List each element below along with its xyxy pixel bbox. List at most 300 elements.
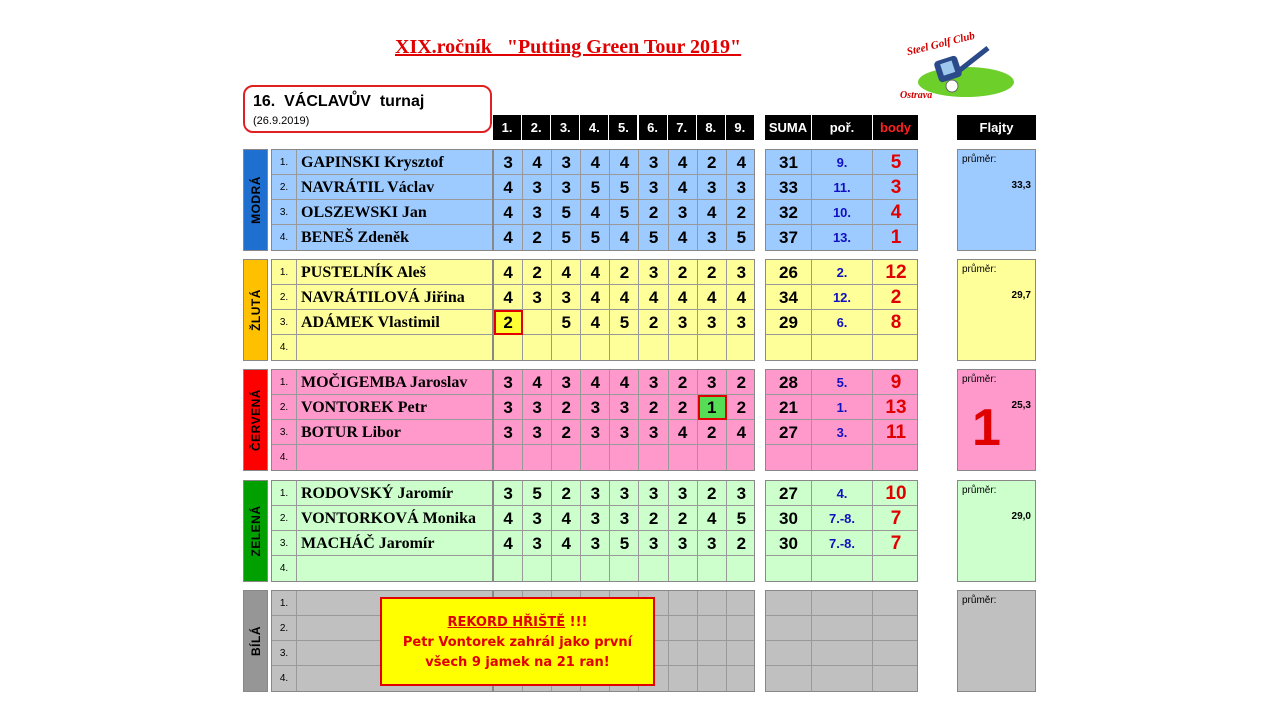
hole-score-3: 2 xyxy=(552,395,581,420)
points: 2 xyxy=(890,287,902,308)
hole-score-1: 3 xyxy=(494,150,523,175)
table-row xyxy=(272,175,492,200)
points: 7 xyxy=(890,533,902,554)
player-name: OLSZEWSKI Jan xyxy=(301,204,427,221)
total-score: 34 xyxy=(766,285,812,310)
hole-score-9: 3 xyxy=(736,263,747,282)
player-name: VONTORKOVÁ Monika xyxy=(301,510,476,527)
hole-score-2: 3 xyxy=(523,285,552,310)
row-index: 2. xyxy=(272,175,297,200)
rank xyxy=(812,445,873,470)
result-row xyxy=(766,150,917,175)
hole-score-1: 3 xyxy=(494,481,523,506)
points xyxy=(873,335,919,360)
points xyxy=(873,616,919,641)
hole-score-8: 2 xyxy=(698,420,727,445)
hole-score-6: 2 xyxy=(640,200,669,225)
group-0 xyxy=(243,149,1036,251)
hole-score-6: 3 xyxy=(640,481,669,506)
points: 11 xyxy=(885,422,907,443)
header-hole-2: 2. xyxy=(522,115,550,140)
hole-score-3: 5 xyxy=(552,310,581,335)
rank xyxy=(812,556,873,581)
event-name: 16. VÁCLAVŮV turnaj xyxy=(253,93,425,110)
hole-score-8 xyxy=(698,666,727,691)
hole-score-4 xyxy=(581,556,610,581)
row-index: 4. xyxy=(272,335,297,360)
hole-score-8: 2 xyxy=(698,260,727,285)
row-index: 3. xyxy=(272,310,297,335)
rank xyxy=(812,591,873,616)
total-score: 21 xyxy=(766,395,812,420)
hole-score-8: 2 xyxy=(698,150,727,175)
flight-box xyxy=(957,590,1036,692)
total-score xyxy=(766,591,812,616)
hole-scores xyxy=(493,369,755,471)
hole-score-2: 4 xyxy=(523,370,552,395)
flight-winner: 1 xyxy=(972,399,1001,457)
hole-score-6: 3 xyxy=(640,260,669,285)
average-label: průměr: xyxy=(962,154,997,165)
group-color-strip xyxy=(243,369,268,471)
hole-score-4: 5 xyxy=(581,225,610,250)
hole-score-7: 3 xyxy=(669,310,698,335)
total-score xyxy=(766,641,812,666)
hole-score-9 xyxy=(727,445,756,470)
hole-score-7 xyxy=(669,445,698,470)
hole-score-6: 2 xyxy=(640,395,669,420)
player-names xyxy=(271,149,493,251)
hole-score-3: 5 xyxy=(552,225,581,250)
hole-score-5: 5 xyxy=(610,310,639,335)
hole-score-9 xyxy=(727,556,756,581)
average-label: průměr: xyxy=(962,485,997,496)
row-index: 1. xyxy=(272,260,297,285)
hole-score-9: 2 xyxy=(736,534,747,553)
result-row xyxy=(766,200,917,225)
results xyxy=(765,259,918,361)
header-points: body xyxy=(873,115,918,140)
rank: 11. xyxy=(812,175,873,200)
player-name: BENEŠ Zdeněk xyxy=(301,229,410,246)
group-3 xyxy=(243,480,1036,582)
hole-score-7 xyxy=(669,335,698,360)
hole-score-7: 4 xyxy=(669,285,698,310)
hole-score-2: 4 xyxy=(523,150,552,175)
header-hole-6: 6. xyxy=(639,115,667,140)
header-hole-8: 8. xyxy=(697,115,725,140)
total-score: 31 xyxy=(766,150,812,175)
rank: 9. xyxy=(812,150,873,175)
row-index: 3. xyxy=(272,420,297,445)
hole-score-2: 3 xyxy=(523,175,552,200)
hole-score-2: 3 xyxy=(523,531,552,556)
group-label: ZELENÁ xyxy=(248,505,263,557)
result-row xyxy=(766,395,917,420)
hole-score-6: 3 xyxy=(640,370,669,395)
result-row xyxy=(766,506,917,531)
result-row xyxy=(766,666,917,691)
score-row xyxy=(494,335,754,360)
hole-score-4: 3 xyxy=(581,506,610,531)
hole-score-5 xyxy=(610,556,639,581)
points: 7 xyxy=(890,508,902,529)
row-index: 2. xyxy=(272,616,297,641)
row-index: 4. xyxy=(272,225,297,250)
hole-score-8 xyxy=(698,335,727,360)
average-value: 25,3 xyxy=(1011,400,1031,411)
hole-score-1: 4 xyxy=(494,260,523,285)
score-row xyxy=(494,370,754,395)
hole-score-5: 4 xyxy=(610,285,639,310)
hole-score-9: 2 xyxy=(736,373,747,392)
hole-scores xyxy=(493,480,755,582)
hole-score-3: 4 xyxy=(552,531,581,556)
hole-score-7: 2 xyxy=(669,260,698,285)
score-row xyxy=(494,481,754,506)
points: 4 xyxy=(890,202,902,223)
hole-score-9: 2 xyxy=(736,398,747,417)
hole-score-7 xyxy=(669,591,698,616)
hole-score-4: 3 xyxy=(581,395,610,420)
score-row xyxy=(494,445,754,470)
record-line-3: všech 9 jamek na 21 ran! xyxy=(425,655,610,670)
score-row xyxy=(494,531,754,556)
row-index: 2. xyxy=(272,285,297,310)
header-hole-3: 3. xyxy=(551,115,579,140)
hole-score-3: 3 xyxy=(552,285,581,310)
rank xyxy=(812,616,873,641)
row-index: 4. xyxy=(272,445,297,470)
score-row xyxy=(494,310,754,335)
rank xyxy=(812,666,873,691)
total-score: 28 xyxy=(766,370,812,395)
rank: 1. xyxy=(812,395,873,420)
rank: 6. xyxy=(812,310,873,335)
total-score: 27 xyxy=(766,481,812,506)
hole-score-8: 3 xyxy=(698,175,727,200)
hole-score-3: 3 xyxy=(552,370,581,395)
points: 1 xyxy=(890,227,902,248)
row-index: 1. xyxy=(272,150,297,175)
hole-score-7: 4 xyxy=(669,150,698,175)
hole-score-4: 4 xyxy=(581,260,610,285)
hole-score-5: 5 xyxy=(610,175,639,200)
result-row xyxy=(766,616,917,641)
hole-score-1 xyxy=(494,335,523,360)
hole-score-6 xyxy=(640,335,669,360)
result-row xyxy=(766,556,917,581)
flight-box xyxy=(957,149,1036,251)
hole-score-7: 3 xyxy=(669,531,698,556)
hole-score-3: 2 xyxy=(552,420,581,445)
header-hole-4: 4. xyxy=(580,115,608,140)
result-row xyxy=(766,225,917,250)
group-color-strip xyxy=(243,149,268,251)
average-value: 29,7 xyxy=(1011,290,1031,301)
hole-score-8: 2 xyxy=(698,481,727,506)
hole-score-1 xyxy=(494,445,523,470)
hole-score-9: 4 xyxy=(736,288,747,307)
hole-score-9 xyxy=(727,591,756,616)
result-row xyxy=(766,481,917,506)
rank xyxy=(812,641,873,666)
points xyxy=(873,641,919,666)
hole-score-8: 3 xyxy=(698,225,727,250)
score-row xyxy=(494,150,754,175)
results xyxy=(765,590,918,692)
event-box xyxy=(243,85,492,133)
rank: 4. xyxy=(812,481,873,506)
hole-score-8 xyxy=(698,641,727,666)
rank: 3. xyxy=(812,420,873,445)
hole-score-3: 5 xyxy=(552,200,581,225)
table-row xyxy=(272,531,492,556)
result-row xyxy=(766,591,917,616)
rank: 12. xyxy=(812,285,873,310)
total-score: 30 xyxy=(766,531,812,556)
table-row xyxy=(272,445,492,470)
hole-score-6: 5 xyxy=(640,225,669,250)
hole-score-6: 3 xyxy=(640,531,669,556)
average-value: 33,3 xyxy=(1011,180,1031,191)
hole-score-5: 5 xyxy=(610,200,639,225)
total-score: 30 xyxy=(766,506,812,531)
hole-score-3 xyxy=(552,556,581,581)
row-index: 1. xyxy=(272,370,297,395)
table-row xyxy=(272,285,492,310)
hole-score-6 xyxy=(640,445,669,470)
total-score: 33 xyxy=(766,175,812,200)
hole-score-1: 3 xyxy=(494,370,523,395)
hole-score-9 xyxy=(727,666,756,691)
group-color-strip xyxy=(243,590,268,692)
hole-score-8 xyxy=(698,556,727,581)
points xyxy=(873,591,919,616)
table-row xyxy=(272,556,492,581)
total-score: 26 xyxy=(766,260,812,285)
points: 13 xyxy=(885,397,907,418)
total-score xyxy=(766,666,812,691)
hole-score-7: 4 xyxy=(669,175,698,200)
club-logo xyxy=(888,30,1018,106)
table-row xyxy=(272,200,492,225)
row-index: 4. xyxy=(272,556,297,581)
score-row xyxy=(494,200,754,225)
player-name: RODOVSKÝ Jaromír xyxy=(301,485,454,502)
hole-score-8: 1 xyxy=(698,395,727,420)
hole-score-8 xyxy=(698,616,727,641)
hole-score-1: 4 xyxy=(494,531,523,556)
flight-box xyxy=(957,259,1036,361)
score-row xyxy=(494,175,754,200)
points: 10 xyxy=(885,483,907,504)
hole-score-9 xyxy=(727,641,756,666)
hole-score-4 xyxy=(581,335,610,360)
player-name xyxy=(298,335,494,360)
points: 8 xyxy=(890,312,902,333)
hole-scores xyxy=(493,259,755,361)
results xyxy=(765,149,918,251)
group-2 xyxy=(243,369,1036,471)
hole-score-6: 2 xyxy=(640,506,669,531)
points: 12 xyxy=(885,262,907,283)
rank: 13. xyxy=(812,225,873,250)
player-name: BOTUR Libor xyxy=(301,424,402,441)
table-row xyxy=(272,260,492,285)
hole-score-3 xyxy=(552,445,581,470)
score-row xyxy=(494,556,754,581)
hole-score-9: 4 xyxy=(736,153,747,172)
hole-score-3: 4 xyxy=(552,506,581,531)
hole-score-9: 5 xyxy=(736,509,747,528)
total-score xyxy=(766,335,812,360)
logo-bottom-text: Ostrava xyxy=(900,90,933,101)
hole-score-9: 2 xyxy=(736,203,747,222)
row-index: 4. xyxy=(272,666,297,691)
hole-score-2 xyxy=(523,310,552,335)
hole-score-3 xyxy=(552,335,581,360)
table-row xyxy=(272,395,492,420)
hole-score-1: 4 xyxy=(494,175,523,200)
hole-score-9 xyxy=(727,616,756,641)
flight-box xyxy=(957,480,1036,582)
group-label: MODRÁ xyxy=(248,176,263,224)
points: 5 xyxy=(890,152,902,173)
score-row xyxy=(494,260,754,285)
result-row xyxy=(766,335,917,360)
hole-score-1: 4 xyxy=(494,285,523,310)
total-score: 29 xyxy=(766,310,812,335)
average-label: průměr: xyxy=(962,374,997,385)
record-notice xyxy=(380,597,655,686)
hole-score-7 xyxy=(669,556,698,581)
hole-score-2: 2 xyxy=(523,260,552,285)
hole-score-9: 3 xyxy=(736,313,747,332)
header-hole-7: 7. xyxy=(668,115,696,140)
group-color-strip xyxy=(243,480,268,582)
score-row xyxy=(494,420,754,445)
hole-score-3: 3 xyxy=(552,150,581,175)
result-row xyxy=(766,445,917,470)
group-label: ČERVENÁ xyxy=(248,389,263,451)
logo-top-text: Steel Golf Club xyxy=(905,29,977,59)
hole-score-8: 4 xyxy=(698,506,727,531)
hole-score-4: 3 xyxy=(581,420,610,445)
player-name: PUSTELNÍK Aleš xyxy=(301,264,426,281)
hole-score-2: 2 xyxy=(523,225,552,250)
rank: 2. xyxy=(812,260,873,285)
player-names xyxy=(271,480,493,582)
average-label: průměr: xyxy=(962,264,997,275)
hole-score-3: 3 xyxy=(552,175,581,200)
hole-score-9: 4 xyxy=(736,423,747,442)
hole-score-1: 3 xyxy=(494,420,523,445)
hole-score-6: 4 xyxy=(640,285,669,310)
hole-score-1: 4 xyxy=(494,200,523,225)
hole-score-3: 2 xyxy=(552,481,581,506)
hole-score-5: 4 xyxy=(610,370,639,395)
total-score: 37 xyxy=(766,225,812,250)
hole-score-7: 4 xyxy=(669,420,698,445)
table-row xyxy=(272,150,492,175)
hole-score-2: 5 xyxy=(523,481,552,506)
table-row xyxy=(272,225,492,250)
result-row xyxy=(766,370,917,395)
hole-score-5 xyxy=(610,335,639,360)
row-index: 1. xyxy=(272,591,297,616)
hole-score-4: 3 xyxy=(581,481,610,506)
rank: 7.-8. xyxy=(812,506,873,531)
hole-score-4: 3 xyxy=(581,531,610,556)
total-score: 27 xyxy=(766,420,812,445)
page-title: XIX.ročník "Putting Green Tour 2019" xyxy=(395,36,742,58)
hole-score-2: 3 xyxy=(523,506,552,531)
rank xyxy=(812,335,873,360)
results xyxy=(765,480,918,582)
hole-score-7: 2 xyxy=(669,370,698,395)
header-flights: Flajty xyxy=(957,115,1036,140)
rank: 10. xyxy=(812,200,873,225)
table-row xyxy=(272,335,492,360)
hole-score-4: 4 xyxy=(581,310,610,335)
hole-score-7: 3 xyxy=(669,481,698,506)
header-sum: SUMA xyxy=(765,115,811,140)
result-row xyxy=(766,641,917,666)
hole-score-5: 2 xyxy=(610,260,639,285)
group-1 xyxy=(243,259,1036,361)
hole-score-5: 3 xyxy=(610,395,639,420)
row-index: 3. xyxy=(272,531,297,556)
group-label: BÍLÁ xyxy=(248,626,263,656)
hole-score-7 xyxy=(669,641,698,666)
event-date: (26.9.2019) xyxy=(253,115,310,127)
player-name: NAVRÁTIL Václav xyxy=(301,179,435,196)
player-name: MACHÁČ Jaromír xyxy=(301,535,435,552)
hole-score-1: 2 xyxy=(494,310,523,335)
hole-score-2: 3 xyxy=(523,395,552,420)
hole-score-8 xyxy=(698,445,727,470)
hole-score-3: 4 xyxy=(552,260,581,285)
header-rank: poř. xyxy=(812,115,872,140)
result-row xyxy=(766,310,917,335)
hole-score-2: 3 xyxy=(523,200,552,225)
record-line-2: Petr Vontorek zahrál jako první xyxy=(402,635,633,650)
table-row xyxy=(272,370,492,395)
row-index: 2. xyxy=(272,506,297,531)
score-row xyxy=(494,225,754,250)
hole-scores xyxy=(493,149,755,251)
hole-score-6: 2 xyxy=(640,310,669,335)
hole-score-2: 3 xyxy=(523,420,552,445)
header-hole-5: 5. xyxy=(609,115,637,140)
hole-score-4: 4 xyxy=(581,200,610,225)
hole-score-6: 3 xyxy=(640,150,669,175)
average-label: průměr: xyxy=(962,595,997,606)
total-score: 32 xyxy=(766,200,812,225)
table-row xyxy=(272,310,492,335)
player-name: MOČIGEMBA Jaroslav xyxy=(301,374,468,391)
result-row xyxy=(766,175,917,200)
points xyxy=(873,556,919,581)
hole-score-4: 4 xyxy=(581,370,610,395)
row-index: 3. xyxy=(272,200,297,225)
hole-score-9: 3 xyxy=(736,484,747,503)
score-row xyxy=(494,506,754,531)
table-row xyxy=(272,481,492,506)
row-index: 3. xyxy=(272,641,297,666)
hole-score-9 xyxy=(727,335,756,360)
